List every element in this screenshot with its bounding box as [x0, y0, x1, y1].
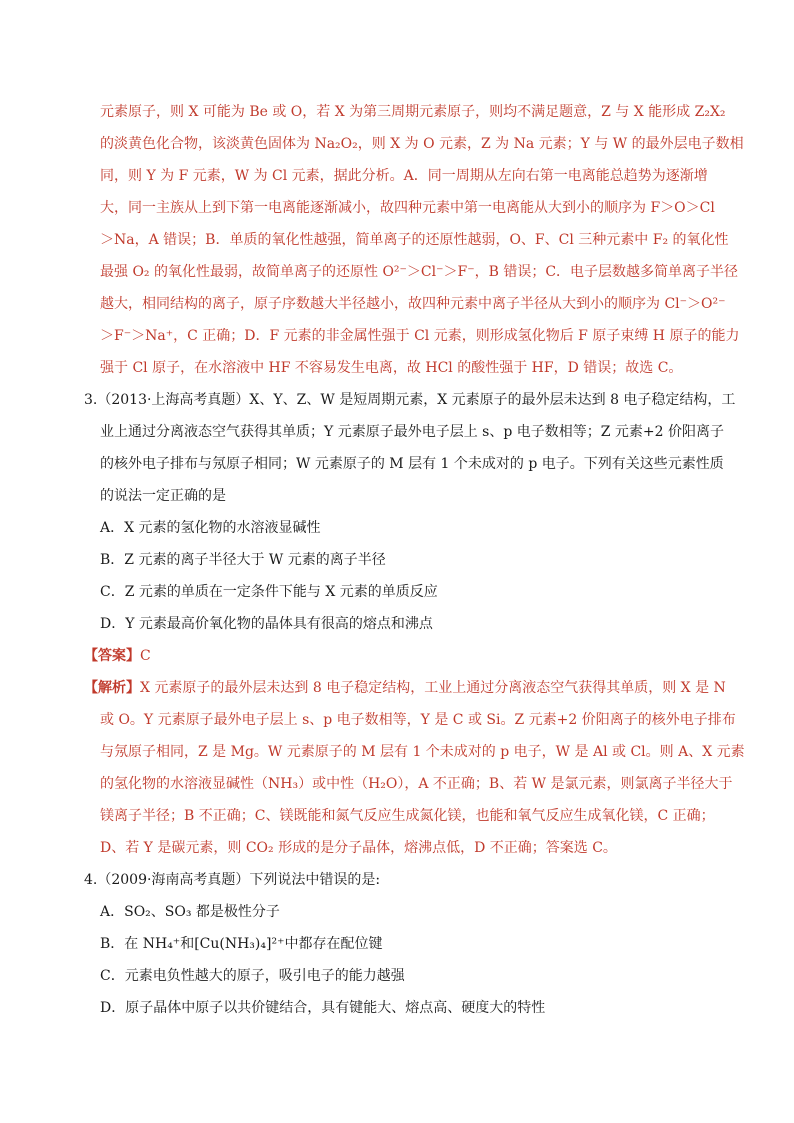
prev-explanation-line: 元素原子，则 X 可能为 Be 或 O，若 X 为第三周期元素原子，则均不满足题意，Z 与 X 能形成 Z₂X₂ [100, 104, 726, 120]
analysis-line: 与氖原子相同，Z 是 Mg。W 元素原子的 M 层有 1 个未成对的 p 电子，W 是 Al 或 Cl。则 A、X 元素 [100, 744, 745, 760]
analysis-tag: 【解析】 [84, 680, 140, 696]
option-d: D．Y 元素最高价氧化物的晶体具有很高的熔点和沸点 [100, 616, 433, 632]
prev-explanation-line: 最强 O₂ 的氧化性最弱，故简单离子的还原性 O²⁻＞Cl⁻＞F⁻，B 错误；C．电子层数越多简单离子半径 [100, 264, 739, 280]
prev-explanation-line: 同，则 Y 为 F 元素，W 为 Cl 元素，据此分析。A．同一周期从左向右第一电离能总趋势为逐渐增 [100, 168, 708, 184]
question-stem-line: 业上通过分离液态空气获得其单质；Y 元素原子最外电子层上 s、p 电子数相等；Z 元素+2 价阳离子 [100, 424, 725, 440]
question-stem-line: 的核外电子排布与氖原子相同；W 元素原子的 M 层有 1 个未成对的 p 电子。下列有关这些元素性质 [100, 456, 724, 472]
answer-tag: 【答案】 [84, 648, 140, 664]
analysis-line: D、若 Y 是碳元素，则 CO₂ 形成的是分子晶体，熔沸点低，D 不正确；答案选 C。 [100, 840, 617, 856]
option-a: A．X 元素的氢化物的水溶液显碱性 [100, 520, 321, 536]
question-stem-line: 的说法一定正确的是 [100, 488, 226, 504]
analysis-line: 的氢化物的水溶液显碱性（NH₃）或中性（H₂O），A 不正确；B、若 W 是氯元素，则氯离子半径大于 [100, 776, 733, 792]
prev-explanation-line: 越大，相同结构的离子，原子序数越大半径越小，故四种元素中离子半径从大到小的顺序为 Cl⁻＞O²⁻ [100, 296, 726, 312]
analysis-line: 或 O。Y 元素原子最外电子层上 s、p 电子数相等，Y 是 C 或 Si。Z 元素+2 价阳离子的核外电子排布 [100, 712, 736, 728]
question-stem-line: 3.（2013·上海高考真题）X、Y、Z、W 是短周期元素，X 元素原子的最外层未达到 8 电子稳定结构，工 [84, 392, 736, 408]
analysis-text: X 元素原子的最外层未达到 8 电子稳定结构，工业上通过分离液态空气获得其单质，则 X 是 N [140, 680, 726, 696]
prev-explanation-line: 强于 Cl 原子，在水溶液中 HF 不容易发生电离，故 HCl 的酸性强于 HF，D 错误；故选 C。 [100, 360, 683, 376]
prev-explanation-line: ＞F⁻＞Na⁺，C 正确；D．F 元素的非金属性强于 Cl 元素，则形成氢化物后 F 原子束缚 H 原子的能力 [100, 328, 740, 344]
option-d: D．原子晶体中原子以共价键结合，具有键能大、熔点高、硬度大的特性 [100, 1000, 546, 1016]
option-a: A．SO₂、SO₃ 都是极性分子 [100, 904, 280, 920]
analysis-first-line [84, 678, 726, 698]
answer-line [84, 646, 151, 666]
option-b: B．在 NH₄⁺和[Cu(NH₃)₄]²⁺中都存在配位键 [100, 936, 383, 952]
option-c: C．Z 元素的单质在一定条件下能与 X 元素的单质反应 [100, 584, 438, 600]
prev-explanation-line: 大，同一主族从上到下第一电离能逐渐减小，故四种元素中第一电离能从大到小的顺序为 F＞O＞Cl [100, 200, 715, 216]
option-b: B．Z 元素的离子半径大于 W 元素的离子半径 [100, 552, 386, 568]
prev-explanation-line: ＞Na，A 错误；B．单质的氧化性越强，简单离子的还原性越弱，O、F、Cl 三种元素中 F₂ 的氧化性 [100, 232, 729, 248]
analysis-line: 镁离子半径；B 不正确；C、镁既能和氮气反应生成氮化镁，也能和氧气反应生成氧化镁，C 正确； [100, 808, 715, 824]
prev-explanation-line: 的淡黄色化合物，该淡黄色固体为 Na₂O₂，则 X 为 O 元素，Z 为 Na 元素；Y 与 W 的最外层电子数相 [100, 136, 744, 152]
answer-value: C [140, 648, 151, 664]
question-stem-line: 4.（2009·海南高考真题）下列说法中错误的是: [84, 872, 381, 888]
option-c: C．元素电负性越大的原子，吸引电子的能力越强 [100, 968, 405, 984]
